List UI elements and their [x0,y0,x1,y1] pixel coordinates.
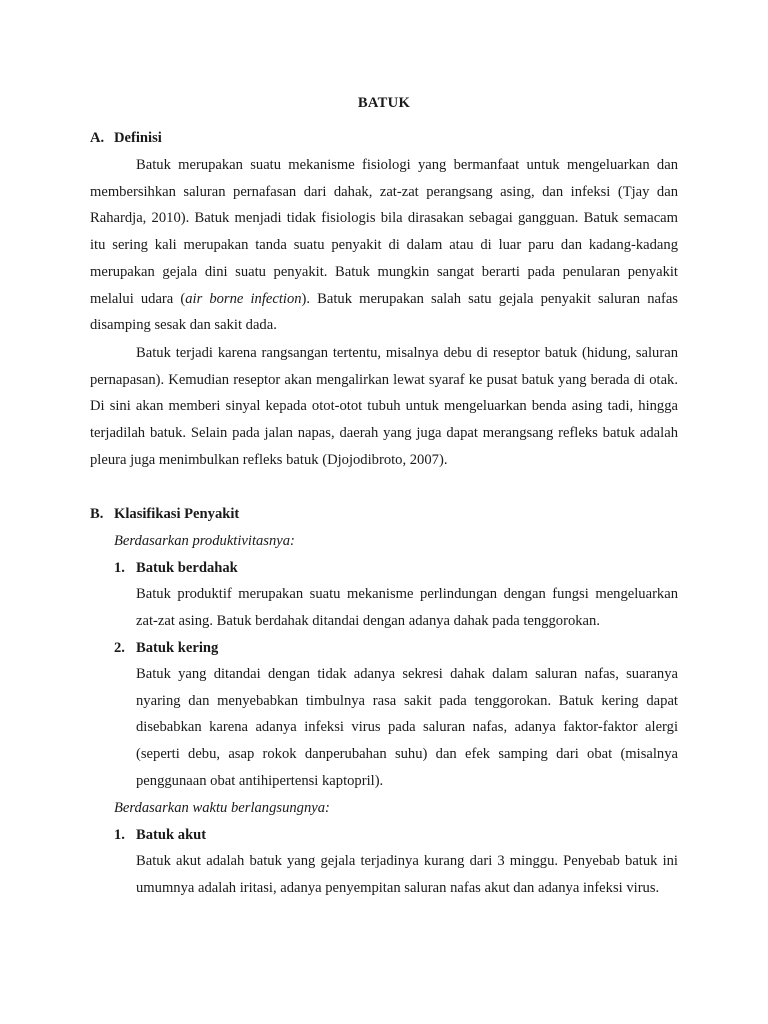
list-number: 2. [114,640,125,656]
list-item-text: Batuk yang ditandai dengan tidak adanya sekresi dahak dalam saluran nafas, suaranya nyaring dan menyebabkan timbulnya rasa sakit pada tenggorokan. Batuk kering dapat disebabkan karena adanya infeksi virus pada saluran nafas, adanya faktor-faktor alergi (seperti debu, asap rokok danperubahan suhu) dan efek samping dari obat (misalnya penggunaan obat antihipertensi kaptopril). [136,666,678,789]
list-item-text: Batuk produktif merupakan suatu mekanisme perlindungan dengan fungsi mengeluarkan zat-zat asing. Batuk berdahak ditandai dengan adanya dahak pada tenggorokan. [136,586,678,629]
list-item-title: Batuk kering [136,640,219,656]
list-number: 1. [114,560,125,576]
list-item-batuk-kering [114,640,218,657]
section-a-mark: A. [90,130,105,146]
document-page [90,0,678,1024]
list-item-title: Batuk berdahak [136,560,238,576]
list-item-title: Batuk akut [136,827,207,843]
section-b-title: Klasifikasi Penyakit [114,506,240,522]
section-a-heading [90,130,162,147]
definition-p1-italic: air borne infection [185,290,302,307]
document-title: BATUK [357,95,411,111]
definition-p1-start: Batuk merupakan suatu mekanisme fisiologi yang bermanfaat untuk mengeluarkan dan membersihkan saluran pernafasan dari dahak, zat-zat perangsang asing, dan infeksi (Tjay dan Rahardja, 2010). Batuk menjadi tidak fisiologis bila dirasakan sebagai gangguan. Batuk semacam itu sering kali merupakan tanda suatu penyakit di dalam atau di luar paru dan kadang-kadang merupakan gejala dini suatu penyakit. Batuk mungkin sangat berarti pada penularan penyakit melalui udara ( [90,157,678,307]
list-number: 1. [114,827,125,843]
section-b-mark: B. [90,506,104,522]
definition-paragraph-1 [90,152,678,339]
section-a-title: Definisi [114,130,162,146]
list-item-text: Batuk akut adalah batuk yang gejala terjadinya kurang dari 3 minggu. Penyebab batuk ini umumnya adalah iritasi, adanya penyempitan saluran nafas akut dan adanya infeksi virus. [136,853,678,896]
section-b-heading [90,506,239,523]
definition-p1-end: ). Batuk merupakan salah satu gejala penyakit saluran nafas disamping sesak dan sakit dada. [90,290,678,334]
definition-paragraph-2: Batuk terjadi karena rangsangan tertentu, misalnya debu di reseptor batuk (hidung, saluran pernapasan). Kemudian reseptor akan mengalirkan lewat syaraf ke pusat batuk yang berada di otak. Di sini akan memberi sinyal kepada otot-otot tubuh untuk mengeluarkan benda asing tadi, hingga terjadilah batuk. Selain pada jalan napas, daerah yang juga dapat merangsang refleks batuk adalah pleura juga menimbulkan refleks batuk (Djojodibroto, 2007). [90,345,678,468]
list-item-batuk-akut [114,827,206,844]
subheading-productivity: Berdasarkan produktivitasnya: [114,533,295,549]
list-item-batuk-berdahak [114,560,238,577]
subheading-duration: Berdasarkan waktu berlangsungnya: [114,800,330,816]
